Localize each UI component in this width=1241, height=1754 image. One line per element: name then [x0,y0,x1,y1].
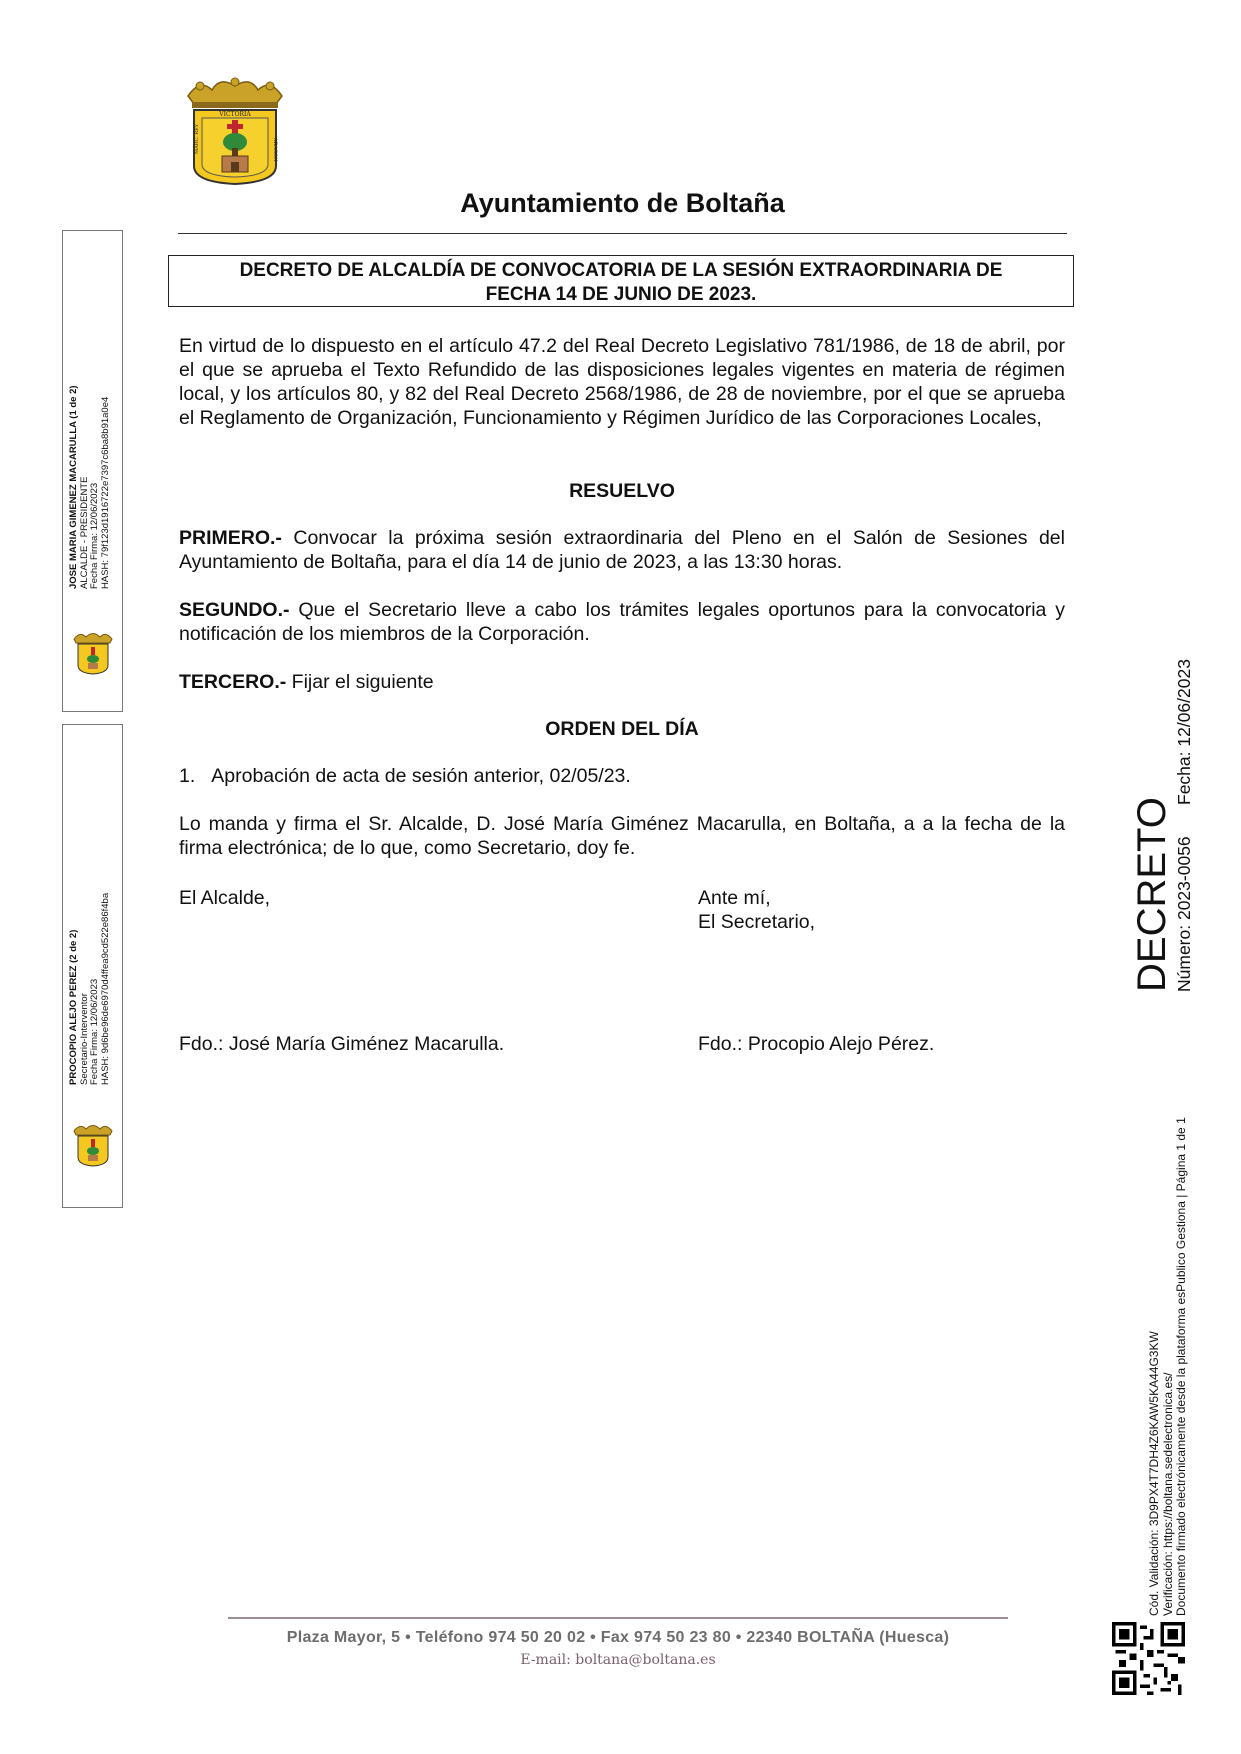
decree-stamp-date: Fecha: 12/06/2023 [1174,659,1194,805]
orden-del-dia-heading: ORDEN DEL DÍA [545,718,699,740]
primero-label: PRIMERO.- [179,527,282,549]
footer-address: Plaza Mayor, 5 • Teléfono 974 50 20 02 • Fax 974 50 23 80 • 22340 BOLTAÑA (Huesca) [286,1629,950,1646]
primero-paragraph [179,526,1065,574]
segundo-text: Que el Secretario lleve a cabo los trámites legales oportunos para la convocatoria y notificación de los miembros de la Corporación. [179,599,1065,645]
crest-motto-right: ARAGON [272,138,278,162]
segundo-paragraph [179,598,1065,646]
side-signature-1-crest-icon [70,629,116,675]
orden-item-text: Aprobación de acta de sesión anterior, 02/05/23. [211,765,631,787]
side-signature-2-role: Secretario-Interventor [78,993,90,1085]
secretario-role: El Secretario, [698,911,816,933]
validation-text [1148,1117,1189,1616]
orden-item-number: 1. [179,765,196,787]
side-signature-box-1 [62,230,123,712]
side-signature-2-crest-icon [70,1121,116,1167]
footer-divider [228,1617,1008,1619]
validation-url: Verificación: https://boltana.sedelectronica.es/ [1160,1372,1175,1616]
secretario-signature: Fdo.: Procopio Alejo Pérez. [698,1033,935,1055]
tercero-label: TERCERO.- [179,671,287,693]
side-signature-box-2 [62,724,123,1208]
side-signature-1-text [69,385,111,589]
side-signature-1-name: JOSE MARIA GIMENEZ MACARULLA (1 de 2) [68,385,79,589]
validation-platform: Documento firmado electrónicamente desde la plataforma esPublico Gestiona | Página 1 de 1 [1174,1117,1188,1616]
intro-paragraph: En virtud de lo dispuesto en el artículo 47.2 del Real Decreto Legislativo 781/1986, de 18 de abril, por el que se aprueba el Texto Refundido de las disposiciones legales vigentes en materia de régimen local, y los artículos 80, y 82 del Real Decreto 2568/1986, de 28 de noviembre, por el que se aprueba el Reglamento de Organización, Funcionamiento y Régimen Jurídico de las Corporaciones Locales, [179,335,1065,429]
crest-motto-top: VICTORIA [219,111,251,118]
closing-paragraph: Lo manda y firma el Sr. Alcalde, D. José María Giménez Macarulla, en Boltaña, a a la fecha de la firma electrónica; de lo que, como Secretario, doy fe. [179,813,1065,859]
decree-title-line-1: DECRETO DE ALCALDÍA DE CONVOCATORIA DE LA SESIÓN EXTRAORDINARIA DE [239,260,1003,281]
segundo-label: SEGUNDO.- [179,599,290,621]
side-signature-1-hash: HASH: 79f123d1916722e7397c6ba8b91a0e4 [99,396,111,589]
footer-email: E-mail: boltana@boltana.es [520,1652,716,1668]
tercero-text: Fijar el siguiente [286,671,434,693]
side-signature-1-role: ALCALDE - PRESIDENTE [78,476,90,589]
decree-title-line-2: FECHA 14 DE JUNIO DE 2023. [485,284,757,305]
decree-title-box [168,255,1074,307]
decree-stamp-number: Número: 2023-0056 [1174,836,1194,992]
decree-stamp-type: DECRETO [1130,797,1174,992]
side-signature-2-hash: HASH: 9d6be96de6970d4ffea9cd522e86f4ba [99,892,111,1085]
coat-of-arms-logo [180,76,290,186]
primero-text: Convocar la próxima sesión extraordinaria del Pleno en el Salón de Sesiones del Ayuntamiento de Boltaña, para el día 14 de junio de 2023, a las 13:30 horas. [179,527,1065,573]
qr-code-icon [1112,1622,1185,1695]
header-divider [178,233,1067,234]
side-signature-2-name: PROCOPIO ALEJO PEREZ (2 de 2) [68,929,79,1085]
side-signature-1-date: Fecha Firma: 12/06/2023 [89,482,100,589]
ante-mi-line: Ante mí, [698,887,771,909]
resuelvo-heading: RESUELVO [569,480,675,502]
alcalde-role: El Alcalde, [179,887,271,909]
alcalde-signature: Fdo.: José María Giménez Macarulla. [179,1033,505,1055]
tercero-paragraph [179,670,1065,694]
page-title: Ayuntamiento de Boltaña [460,188,785,218]
crest-motto-left: MARC. REY [194,123,200,154]
side-signature-2-text [69,893,111,1085]
orden-item [179,764,631,788]
validation-code: Cód. Validación: 3D9PX4T7DH4Z6KAW5KA44G3KW [1147,1331,1161,1616]
side-signature-2-date: Fecha Firma: 12/06/2023 [89,978,100,1085]
